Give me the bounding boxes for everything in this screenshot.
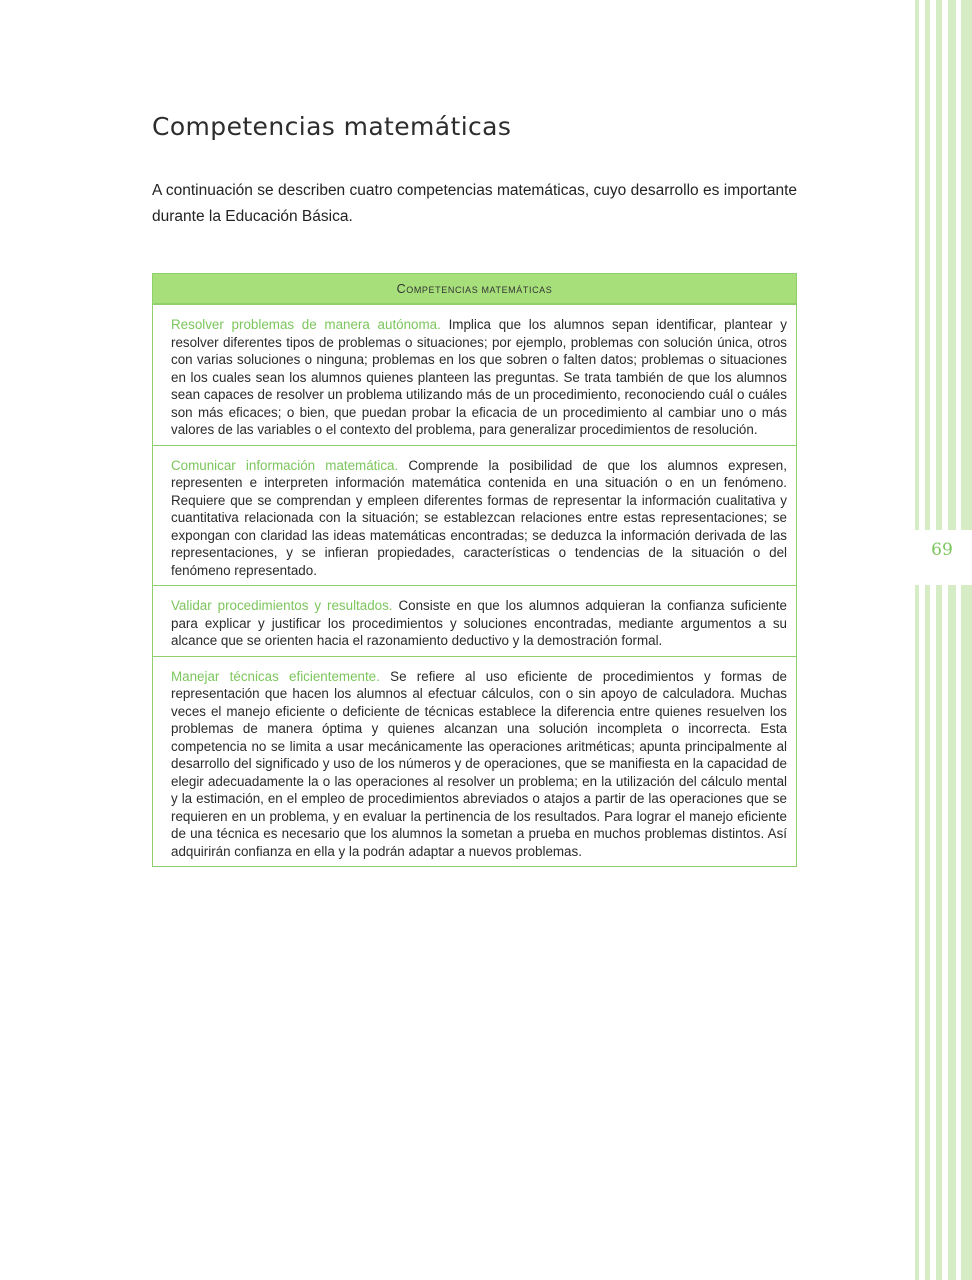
page-title: Competencias matemáticas [152, 112, 512, 141]
competency-description: Comprende la posibilidad de que los alumnos expresen, representen e interpreten información matemática contenida en una situación o en un fenómeno. Requiere que se comprendan y empleen diferentes formas de representar la información cualitativa y cuantitativa relacionada con la situación; se establezcan relaciones entre estas representaciones; se expongan con claridad las ideas matemáticas encontradas; se deduzca la información derivada de las representaciones, y se infieran propiedades, características o tendencias de la situación o del fenómeno representado. [171, 457, 787, 578]
competency-name: Resolver problemas de manera autónoma. [171, 317, 441, 332]
table-row [153, 445, 796, 586]
competency-description: Consiste en que los alumnos adquieran la confianza suficiente para explicar y justificar los procedimientos y soluciones encontradas, mediante argumentos a su alcance que se orienten hacia el razonamiento deductivo y la demostración formal. [171, 598, 787, 648]
table-row [153, 304, 796, 445]
margin-stripes [915, 0, 972, 1280]
competency-name: Comunicar información matemática. [171, 457, 399, 473]
table-header-initial: C [396, 282, 407, 296]
page-number: 69 [931, 540, 953, 560]
competency-description: Se refiere al uso eficiente de procedimientos y formas de representación que hacen los alumnos al efectuar cálculos, con o sin apoyo de calculadora. Muchas veces el manejo eficiente o deficiente de técnicas establece la diferencia entre quienes resuelven los problemas de manera óptima y quienes alcanzan una solución incompleta o incorrecta. Esta competencia no se limita a usar mecánicamente las operaciones aritméticas; apunta principalmente al desarrollo del significado y uso de los números y de operaciones, que se manifiesta en la capacidad de elegir adecuadamente la o las operaciones al resolver un problema; en la utilización del cálculo mental y la estimación, en el empleo de procedimientos abreviados o atajos a partir de las operaciones que se requieren en un problema, y en evaluar la pertinencia de los resultados. Para lograr el manejo eficiente de una técnica es necesario que los alumnos la sometan a prueba en muchos problemas distintos. Así adquirirán confianza en ella y la podrán adaptar a nuevos problemas. [171, 668, 787, 859]
table-header-rest: OMPETENCIAS MATEMÁTICAS [406, 285, 553, 295]
competencies-table [152, 273, 797, 867]
intro-paragraph: A continuación se describen cuatro competencias matemáticas, cuyo desarrollo es importante durante la Educación Básica. [152, 182, 797, 225]
table-row [153, 656, 796, 867]
competency-description: Implica que los alumnos sepan identificar, plantear y resolver diferentes tipos de problemas o situaciones; por ejemplo, problemas con solución única, otros con varias soluciones o ninguna; problemas en los que sobren o falten datos; problemas o situaciones en los cuales sean los alumnos quienes planteen las preguntas. Se trata también de que los alumnos sean capaces de resolver un problema utilizando más de un procedimiento, reconociendo cuál o cuáles son más eficaces; o bien, que puedan probar la eficacia de un procedimiento al cambiar uno o más valores de las variables o el contexto del problema, para generalizar procedimientos de resolución. [171, 317, 787, 437]
table-header [153, 274, 796, 304]
table-row [153, 585, 796, 656]
competency-name: Manejar técnicas eficientemente. [171, 668, 380, 684]
competency-name: Validar procedimientos y resultados. [171, 598, 393, 613]
